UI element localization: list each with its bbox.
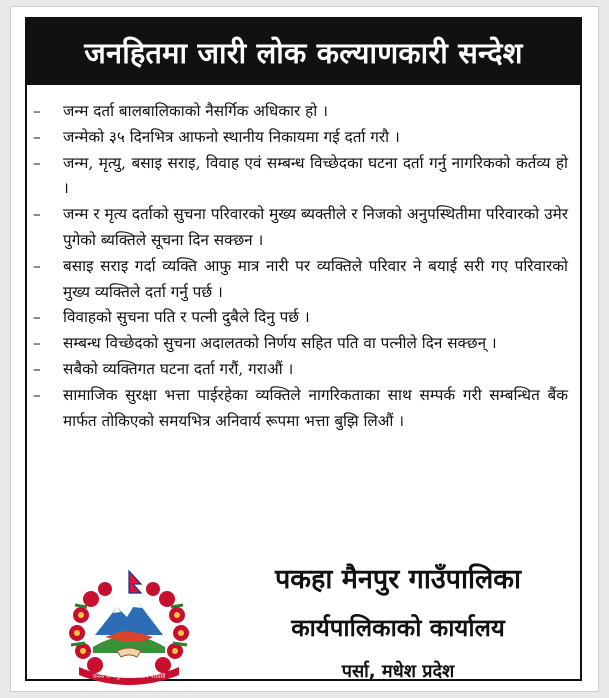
bullet-dash: – [33,385,41,404]
bullet-dash: – [33,153,41,172]
list-item [33,383,568,435]
nepal-government-emblem-icon [65,567,193,685]
bullet-dash: – [33,256,41,275]
office-name: कार्यपालिकाको कार्यालय [291,614,505,642]
list-item [33,202,568,254]
list-item [33,125,568,151]
handshake-icon [117,648,141,657]
notice-title: जनहितमा जारी लोक कल्याणकारी सन्देश [27,19,580,85]
list-item [33,305,568,331]
mountain-icon [95,601,163,635]
notice-sheet [10,6,599,692]
list-item-text: जन्म दर्ता बालबालिकाको नैसर्गिक अधिकार हो । [63,102,328,120]
list-item-text: विवाहको सुचना पति र पत्नी दुबैले दिनु पर्छ । [63,308,310,327]
bullet-dash: – [33,102,41,120]
list-item-text: बसाइ सराइ गर्दा व्यक्ति आफु मात्र नारी पर व्यक्तिले परिवार ने बयाई सरी गए परिवारको मुख्य व्यक्तिले दर्ता गर्नु पर्छ । [63,256,568,301]
org-name: पकहा मैनपुर गाउँपालिका [274,564,522,595]
list-item-text: जन्मेको ३५ दिनभित्र आफनो स्थानीय निकायमा गई दर्ता गरौ । [63,127,400,146]
list-item-text: जन्म, मृत्यु, बसाइ सराइ, विवाह एवं सम्बन्ध विच्छेदका घटना दर्ता गर्नु नागरिकको कर्तव्य हो । [63,153,568,198]
list-item [33,357,568,383]
message-list [33,99,568,434]
address: पर्सा, मधेश प्रदेश [341,661,455,682]
list-item-text: सबैको व्यक्तिगत घटना दर्ता गरौं, गराऔं । [63,359,294,378]
bullet-dash: – [33,359,41,378]
notice-frame [25,17,582,681]
list-item-text: सम्बन्ध विच्छेदको सुचना अदालतको निर्णय सहित पति वा पत्नीले दिन सक्छन् । [63,334,497,353]
nepal-flag-icon [129,571,141,593]
bullet-dash: – [33,334,41,353]
list-item [33,254,568,306]
list-item [33,99,568,125]
list-item [33,151,568,203]
emblem-motto: जननी जन्मभूमिश्च स्वर्गादपि गरीयसी [92,674,166,680]
bullet-dash: – [33,308,41,327]
bullet-dash: – [33,205,41,224]
bullet-dash: – [33,127,41,146]
list-item-text: जन्म र मृत्य दर्ताको सुचना परिवारको मुख्य ब्यक्तीले र निजको अनुपस्थितीमा परिवारको उमेर पुगेको ब्यक्तिले सूचना दिन सक्छन । [63,205,568,249]
list-item [33,331,568,357]
list-item-text: सामाजिक सुरक्षा भत्ता पाईरहेका व्यक्तिले नागरिकताका साथ सम्पर्क गरी सम्बन्धित बैंक मार्फत तोकिएको समयभित्र अनिवार्य रूपमा भत्ता बुझि लिऔं । [63,385,568,430]
